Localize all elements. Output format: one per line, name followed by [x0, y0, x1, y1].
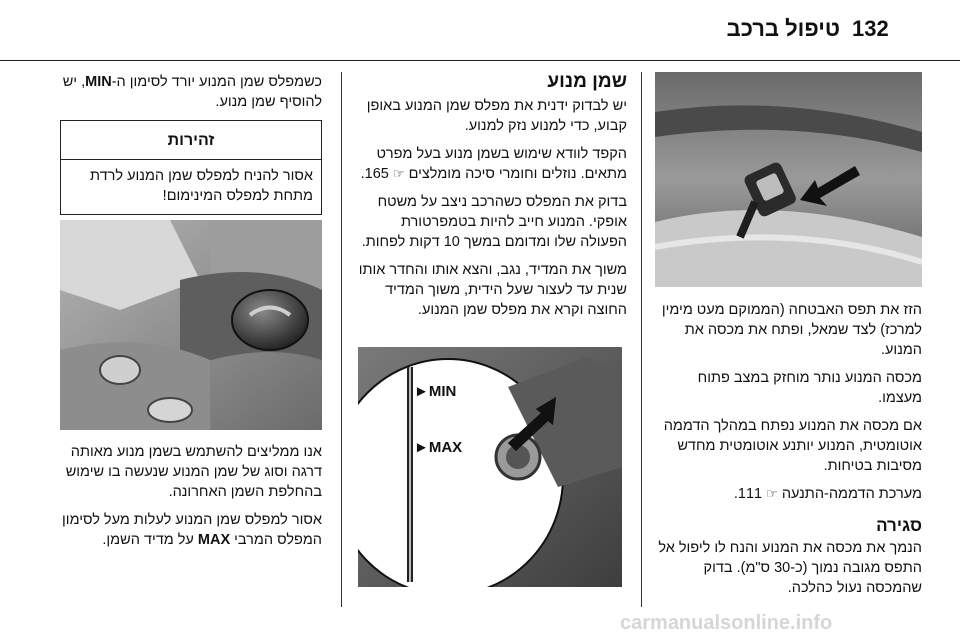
body-text-part: אסור למפלס שמן המנוע לעלות מעל לסימון המפלס המרבי: [62, 512, 322, 548]
body-text-with-ref: מערכת הדממה-התנעה ☞ 111.: [733, 486, 922, 502]
column-divider: [341, 72, 342, 607]
warning-box: [60, 120, 322, 215]
min-inline-label: MIN: [85, 74, 112, 90]
header-rule: [0, 60, 960, 61]
body-text-part: , יש להוסיף שמן מנוע.: [62, 74, 322, 110]
body-text: מערכת הדממה-התנעה: [781, 486, 922, 502]
body-text: [60, 72, 322, 112]
body-text: בדוק את המפלס כשהרכב ניצב על משטח אופקי. המנוע חייב להיות בטמפרטורת הפעולה שלו ומדומם במשך 10 דקות לפחות.: [361, 194, 627, 250]
warning-body: אסור להניח למפלס שמן המנוע לרדת מתחת למפלס המינימום!: [90, 168, 313, 204]
warning-title: זהירות: [61, 121, 321, 160]
pointing-hand-icon: ☞: [392, 166, 405, 181]
oil-filler-cap-figure: [60, 220, 322, 430]
max-marker: [414, 439, 462, 456]
hood-latch-figure: [655, 72, 922, 287]
arrow-right-icon: ►: [414, 439, 429, 456]
body-text-with-ref: הקפד לוודא שימוש בשמן מנוע בעל מפרט מתאים. נוזלים וחומרי סיכה מומלצים ☞ 165.: [360, 146, 627, 182]
max-inline-label: MAX: [197, 532, 231, 548]
column-middle: [352, 72, 627, 328]
running-title: טיפול ברכב: [726, 16, 840, 41]
watermark: carmanualsonline.info: [620, 612, 833, 634]
min-marker: [414, 383, 456, 400]
body-text: [60, 510, 322, 550]
min-label: MIN: [428, 383, 457, 400]
page-number: 132: [852, 16, 889, 41]
body-text: אם מכסה את המנוע נפתח במהלך הדממה אוטומטית, המנוע יותנע אוטומטית מחדש מסיבות בטיחות.: [663, 418, 922, 474]
page-reference: 111: [737, 486, 763, 502]
column-divider: [641, 72, 642, 607]
column-left-lower: [60, 442, 322, 558]
body-text: יש לבדוק ידנית את מפלס שמן המנוע באופן קבוע, כדי למנוע נזק למנוע.: [366, 98, 627, 134]
column-left: [60, 72, 322, 227]
body-text: משוך את המדיד, נגב, והצא אותו והחדר אותו שנית עד לעצור שעל הידית, משוך המדיד החוצה וקרא את מפלס שמן המנוע.: [358, 262, 627, 318]
dipstick-figure: [358, 347, 622, 587]
body-text: אנו ממליצים להשתמש בשמן מנוע מאותה דרגה וסוג של שמן המנוע שנעשה בו שימוש בהחלפת השמן האחרונה.: [65, 444, 322, 500]
body-text: מכסה המנוע נותר מוחזק במצב פתוח מעצמו.: [697, 370, 922, 406]
arrow-right-icon: ►: [414, 383, 429, 400]
page-header: [0, 0, 960, 60]
body-text: הנמך את מכסה את המנוע והנח לו ליפול אל התפס מגובה נמוך (כ-30 ס"מ). בדוק שהמכסה נעול כהלכה.: [658, 540, 922, 596]
body-text: הזז את תפס האבטחה (הממוקם מעט מימין למרכז) לצד שמאל, ופתח את מכסה את המנוע.: [661, 302, 922, 358]
page-reference: 165: [364, 166, 389, 182]
body-text-part: כשמפלס שמן המנוע יורד לסימון ה-: [111, 74, 322, 90]
max-label: MAX: [428, 439, 463, 456]
column-right: [655, 300, 922, 606]
section-title: שמן מנוע: [547, 71, 627, 92]
body-text: הקפד לוודא שימוש בשמן מנוע בעל מפרט מתאים. נוזלים וחומרי סיכה מומלצים: [376, 146, 627, 182]
closing-heading: סגירה: [876, 516, 922, 535]
pointing-hand-icon: ☞: [766, 486, 778, 501]
body-text-part: על מדיד השמן.: [102, 532, 198, 548]
